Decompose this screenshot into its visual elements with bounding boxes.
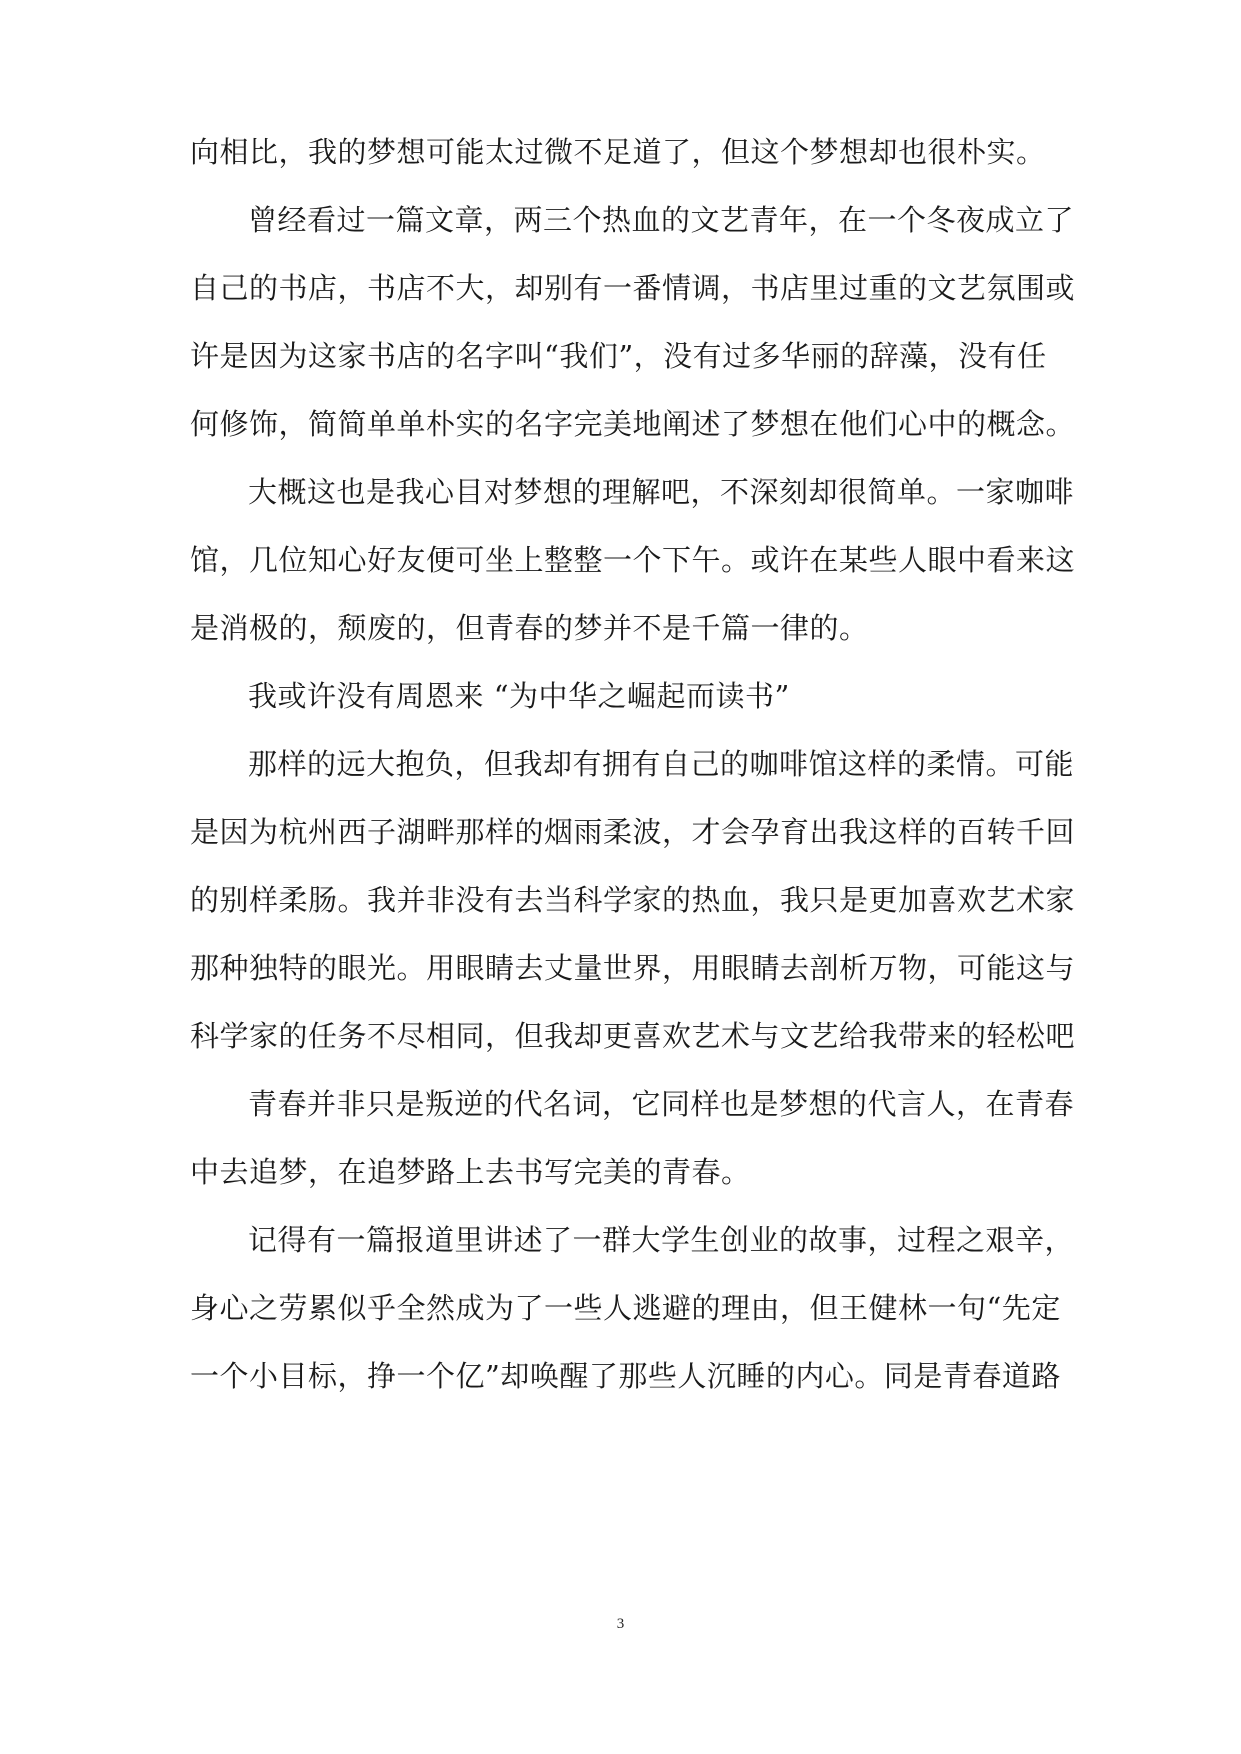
paragraph-start: 那样的远大抱负，但我却有拥有自己的咖啡馆这样的柔情。可能 <box>248 747 1075 781</box>
text-line: 何修饰，简简单单朴实的名字完美地阐述了梦想在他们心中的概念。 <box>190 407 1076 441</box>
text-line: 一个小目标，挣一个亿”却唤醒了那些人沉睡的内心。同是青春道路 <box>190 1359 1061 1393</box>
paragraph-start: 青春并非只是叛逆的代名词，它同样也是梦想的代言人，在青春 <box>248 1087 1075 1121</box>
text-line: 馆，几位知心好友便可坐上整整一个下午。或许在某些人眼中看来这 <box>190 543 1076 577</box>
paragraph-start: 记得有一篇报道里讲述了一群大学生创业的故事，过程之艰辛， <box>248 1223 1075 1257</box>
text-line: 向相比，我的梦想可能太过微不足道了，但这个梦想却也很朴实。 <box>190 135 1046 169</box>
text-line: 是因为杭州西子湖畔那样的烟雨柔波，才会孕育出我这样的百转千回 <box>190 815 1076 849</box>
paragraph-start: 我或许没有周恩来 “为中华之崛起而读书” <box>248 679 790 713</box>
text-line: 身心之劳累似乎全然成为了一些人逃避的理由，但王健林一句“先定 <box>190 1291 1061 1325</box>
text-line: 的别样柔肠。我并非没有去当科学家的热血，我只是更加喜欢艺术家 <box>190 883 1076 917</box>
text-line: 那种独特的眼光。用眼睛去丈量世界，用眼睛去剖析万物，可能这与 <box>190 951 1076 985</box>
text-line: 是消极的，颓废的，但青春的梦并不是千篇一律的。 <box>190 611 869 645</box>
text-line: 科学家的任务不尽相同，但我却更喜欢艺术与文艺给我带来的轻松吧 <box>190 1019 1076 1053</box>
text-line: 许是因为这家书店的名字叫“我们”，没有过多华丽的辞藻，没有任 <box>190 339 1047 373</box>
paragraph-start: 大概这也是我心目对梦想的理解吧，不深刻却很简单。一家咖啡 <box>248 475 1075 509</box>
paragraph-start: 曾经看过一篇文章，两三个热血的文艺青年，在一个冬夜成立了 <box>248 203 1075 237</box>
text-line: 中去追梦，在追梦路上去书写完美的青春。 <box>190 1155 751 1189</box>
page-number: 3 <box>616 1616 625 1632</box>
text-line: 自己的书店，书店不大，却别有一番情调，书店里过重的文艺氛围或 <box>190 271 1076 305</box>
